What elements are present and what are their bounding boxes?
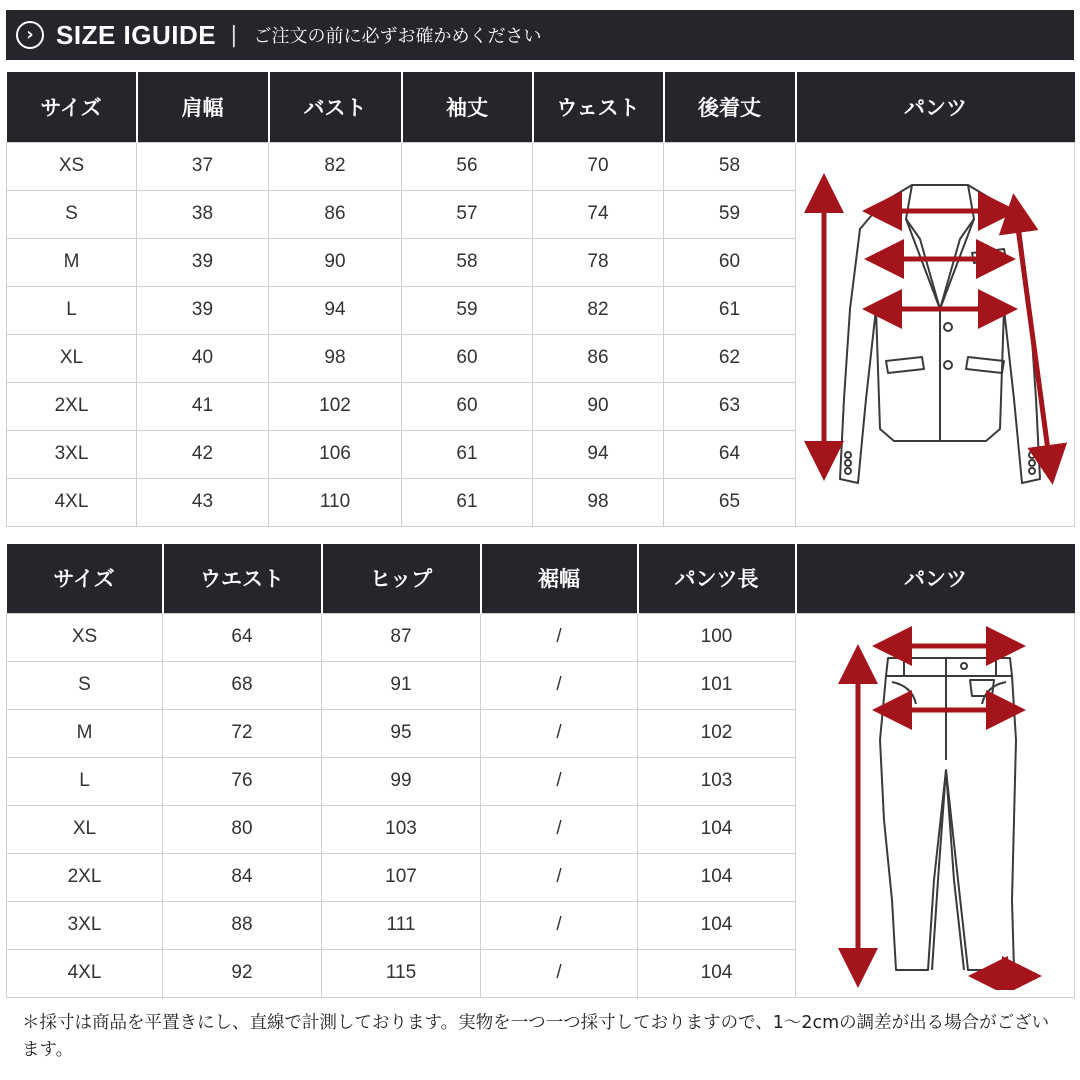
- cell-hem: /: [481, 613, 638, 661]
- cell-length: 102: [638, 709, 796, 757]
- cell-shoulder: 39: [137, 286, 269, 334]
- cell-hem: /: [481, 901, 638, 949]
- cell-waist: 70: [533, 142, 664, 190]
- jacket-header-illustration: パンツ: [796, 72, 1075, 142]
- cell-hip: 91: [322, 661, 481, 709]
- cell-sleeve: 57: [402, 190, 533, 238]
- jacket-header-size: サイズ: [7, 72, 137, 142]
- cell-hip: 99: [322, 757, 481, 805]
- cell-shoulder: 41: [137, 382, 269, 430]
- cell-size: M: [7, 709, 163, 757]
- cell-sleeve: 61: [402, 430, 533, 478]
- cell-size: 2XL: [7, 382, 137, 430]
- cell-shoulder: 42: [137, 430, 269, 478]
- cell-waist: 72: [163, 709, 322, 757]
- pants-header-hip: ヒップ: [322, 544, 481, 613]
- cell-sleeve: 56: [402, 142, 533, 190]
- cell-length: 104: [638, 901, 796, 949]
- cell-bust: 110: [269, 478, 402, 526]
- cell-sleeve: 58: [402, 238, 533, 286]
- jacket-header-length: 後着丈: [664, 72, 796, 142]
- cell-waist: 68: [163, 661, 322, 709]
- cell-hip: 87: [322, 613, 481, 661]
- cell-size: 3XL: [7, 430, 137, 478]
- pants-header-hem: 裾幅: [481, 544, 638, 613]
- pants-header-waist: ウエスト: [163, 544, 322, 613]
- cell-length: 104: [638, 949, 796, 997]
- cell-length: 60: [664, 238, 796, 286]
- cell-hem: /: [481, 949, 638, 997]
- pants-header-row: [7, 544, 1075, 613]
- cell-size: 3XL: [7, 901, 163, 949]
- cell-hem: /: [481, 853, 638, 901]
- cell-length: 101: [638, 661, 796, 709]
- jacket-header-waist: ウェスト: [533, 72, 664, 142]
- cell-waist: 88: [163, 901, 322, 949]
- cell-waist: 86: [533, 334, 664, 382]
- cell-waist: 80: [163, 805, 322, 853]
- cell-size: S: [7, 190, 137, 238]
- cell-waist: 90: [533, 382, 664, 430]
- cell-hem: /: [481, 709, 638, 757]
- cell-length: 62: [664, 334, 796, 382]
- cell-hip: 111: [322, 901, 481, 949]
- banner-title: SIZE IGUIDE: [56, 19, 217, 50]
- jacket-illustration-cell: [796, 142, 1075, 526]
- cell-hem: /: [481, 757, 638, 805]
- table-row: [7, 613, 1075, 661]
- cell-length: 100: [638, 613, 796, 661]
- pants-size-table: [6, 544, 1075, 998]
- cell-length: 61: [664, 286, 796, 334]
- cell-hem: /: [481, 661, 638, 709]
- jacket-header-bust: バスト: [269, 72, 402, 142]
- cell-shoulder: 37: [137, 142, 269, 190]
- cell-sleeve: 60: [402, 334, 533, 382]
- cell-hip: 95: [322, 709, 481, 757]
- cell-waist: 98: [533, 478, 664, 526]
- cell-shoulder: 40: [137, 334, 269, 382]
- banner-subtitle: ご注文の前に必ずお確かめください: [253, 26, 542, 47]
- cell-bust: 94: [269, 286, 402, 334]
- cell-shoulder: 38: [137, 190, 269, 238]
- cell-bust: 90: [269, 238, 402, 286]
- pants-header-illustration: パンツ: [796, 544, 1075, 613]
- cell-waist: 78: [533, 238, 664, 286]
- cell-length: 59: [664, 190, 796, 238]
- measurement-footnote: ＊採寸は商品を平置きにし、直線で計測しております。実物を一つ一つ採寸しておりますので、1〜2cmの調差が出る場合がございます。: [22, 1013, 1050, 1060]
- cell-size: XL: [7, 805, 163, 853]
- jacket-illustration: [800, 149, 1070, 519]
- cell-shoulder: 43: [137, 478, 269, 526]
- cell-bust: 82: [269, 142, 402, 190]
- cell-size: 2XL: [7, 853, 163, 901]
- pants-header-size: サイズ: [7, 544, 163, 613]
- jacket-size-table: [6, 72, 1075, 527]
- jacket-header-shoulder: 肩幅: [137, 72, 269, 142]
- cell-bust: 86: [269, 190, 402, 238]
- jacket-header-row: [7, 72, 1075, 142]
- cell-hip: 103: [322, 805, 481, 853]
- cell-bust: 102: [269, 382, 402, 430]
- cell-waist: 64: [163, 613, 322, 661]
- table-row: [7, 142, 1075, 190]
- cell-length: 63: [664, 382, 796, 430]
- pants-illustration-cell: [796, 613, 1075, 997]
- cell-size: XL: [7, 334, 137, 382]
- cell-size: XS: [7, 142, 137, 190]
- cell-size: 4XL: [7, 949, 163, 997]
- cell-length: 104: [638, 853, 796, 901]
- cell-hem: /: [481, 805, 638, 853]
- cell-bust: 98: [269, 334, 402, 382]
- cell-waist: 76: [163, 757, 322, 805]
- cell-waist: 92: [163, 949, 322, 997]
- cell-sleeve: 60: [402, 382, 533, 430]
- pants-illustration: [800, 620, 1070, 990]
- cell-hip: 115: [322, 949, 481, 997]
- cell-size: XS: [7, 613, 163, 661]
- cell-waist: 94: [533, 430, 664, 478]
- jacket-header-sleeve: 袖丈: [402, 72, 533, 142]
- cell-size: 4XL: [7, 478, 137, 526]
- cell-sleeve: 61: [402, 478, 533, 526]
- sleeve-arrow: [1016, 213, 1050, 465]
- cell-length: 104: [638, 805, 796, 853]
- cell-length: 58: [664, 142, 796, 190]
- cell-shoulder: 39: [137, 238, 269, 286]
- cell-bust: 106: [269, 430, 402, 478]
- cell-waist: 84: [163, 853, 322, 901]
- cell-size: L: [7, 757, 163, 805]
- cell-length: 64: [664, 430, 796, 478]
- cell-waist: 82: [533, 286, 664, 334]
- size-guide-banner: [6, 10, 1074, 60]
- pants-header-length: パンツ長: [638, 544, 796, 613]
- cell-size: S: [7, 661, 163, 709]
- banner-separator: |: [230, 22, 238, 48]
- cell-waist: 74: [533, 190, 664, 238]
- cell-size: L: [7, 286, 137, 334]
- cell-sleeve: 59: [402, 286, 533, 334]
- cell-length: 103: [638, 757, 796, 805]
- cell-length: 65: [664, 478, 796, 526]
- cell-size: M: [7, 238, 137, 286]
- cell-hip: 107: [322, 853, 481, 901]
- chevron-right-circle-icon: ›: [16, 21, 44, 49]
